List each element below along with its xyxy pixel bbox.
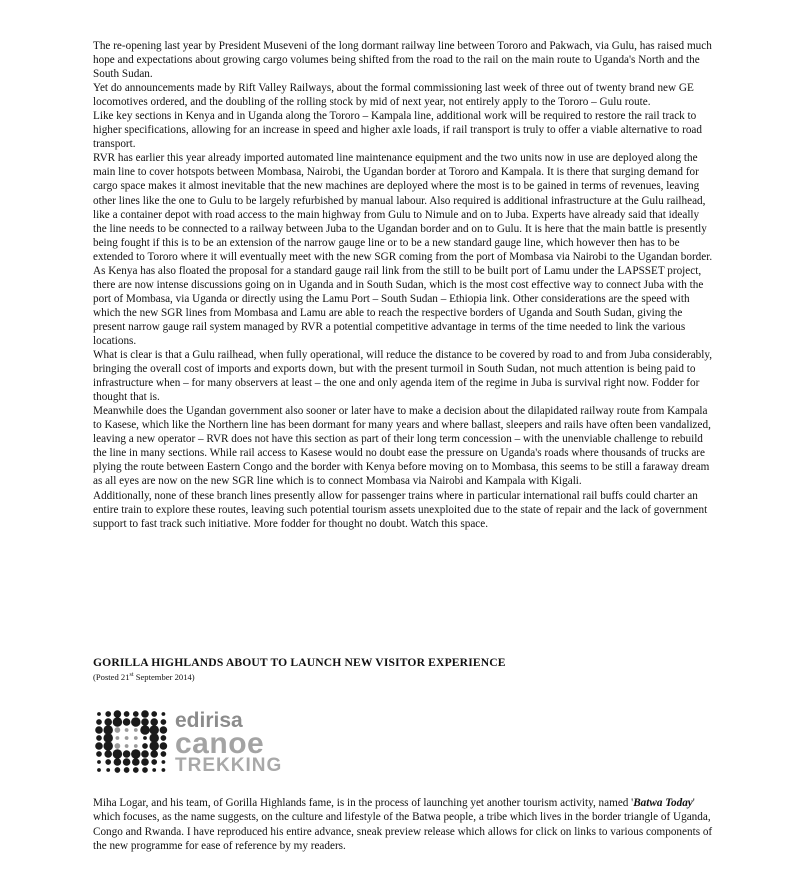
logo-dot — [114, 758, 122, 766]
logo-dot — [141, 750, 149, 758]
article-paragraph: Like key sections in Kenya and in Uganda along the Tororo – Kampala line, additional work will be required to restore the rail track to higher specifications, allowing for an increase in speed and higher axle loads, if rail transport is truly to offer a viable alternative to road transport. — [93, 110, 702, 151]
logo-dot — [150, 750, 158, 758]
logo-dot — [95, 742, 103, 750]
logo-dot — [125, 728, 129, 732]
logo-dot — [141, 718, 149, 726]
edirisa-canoe-trekking-logo — [93, 707, 293, 777]
logo-dot — [134, 728, 138, 732]
logo-dot — [161, 719, 167, 725]
logo-dot — [124, 767, 130, 773]
logo-dot — [149, 741, 159, 751]
logo-dot — [104, 718, 112, 726]
logo-dot — [162, 768, 166, 772]
logo-dot — [105, 711, 111, 717]
article-paragraph: As Kenya has also floated the proposal for a standard gauge rail link from the still to be built port of Lamu under the LAPSSET project, there are now intense discussions going on in Uganda and in South Sudan, which is the most cost effective way to connect Juba with the port of Mombasa, via Uganda or directly using the Lamu Port – South Sudan – Ethiopia link. Other considerations are the speed with which the new SGR lines from Mombasa and Lamu are able to reach the respective borders of Uganda and South Sudan, giving the present narrow gauge rail system managed by RVR a potential competitive advantage in terms of the time needed to link the various locations. — [93, 264, 704, 347]
logo-dot — [160, 726, 168, 734]
logo-dot — [123, 758, 131, 766]
logo-dot — [151, 759, 157, 765]
logo-dot — [115, 727, 121, 733]
article-paragraph: Meanwhile does the Ugandan government also sooner or later have to make a decision about the dilapidated railway route from Kampala to Kasese, which like the Northern line has been dormant for many years and where ballast, sleepers and rails have often been vandalized, leaving a new operator – RVR does not have this section as part of their long term concession – with the unenviable challenge to rebuild the line in many sections. While rail access to Kasese would no doubt ease the pressure on Uganda's roads where thousands of trucks are plying the route between Eastern Congo and the border with Kenya before moving on to Mombasa, this seems to be still a faraway dream as all eyes are now on the new SGR line which is to connect Mombasa via Nairobi and Kampala with Kigali. — [93, 405, 711, 488]
logo-dot — [115, 767, 121, 773]
logo-dot — [106, 768, 110, 772]
logo-dot — [162, 760, 166, 764]
posted-date-suffix-sup: st — [129, 672, 134, 678]
logo-dot — [132, 758, 140, 766]
article-body — [93, 39, 713, 531]
logo-dot — [104, 750, 112, 758]
closing-paragraph — [93, 796, 723, 853]
logo-dot — [162, 712, 166, 716]
logo-dot — [125, 736, 129, 740]
logo-dot — [113, 749, 123, 759]
closing-text-after: ' which focuses, as the name suggests, on the culture and lifestyle of the Batwa people, a tribe which lives in the border triangle of Uganda, Congo and Rwanda. I have reproduced his entire advance, sneak preview release which allows for click on links to various components of the new programme for ease of reference by my readers. — [93, 797, 713, 852]
closing-text-before: Miha Logar, and his team, of Gorilla Highlands fame, is in the process of launching yet another tourism activity, named ' — [93, 797, 634, 809]
article-paragraph: Yet do announcements made by Rift Valley Railways, about the formal commissioning last week of three out of twenty brand new GE locomotives ordered, and the doubling of the rolling stock by mid of next year, not entirely apply to the Tororo – Gulu route. — [93, 82, 694, 109]
logo-dot — [161, 751, 167, 757]
article-paragraph: Additionally, none of these branch lines presently allow for passenger trains where in particular international rail buffs could charter an entire train to explore these routes, leaving such potential tourism assets unexploited due to the state of repair and the lack of government support to fast track such initiative. More fodder for thought no doubt. Watch this space. — [93, 489, 708, 530]
logo-dot — [113, 717, 123, 727]
closing-emphasis: Batwa Today — [633, 797, 693, 809]
article-paragraph: RVR has earlier this year already imported automated line maintenance equipment and the two units now in use are deployed along the main line to cover hotspots between Mombasa, Nairobi, the Ugandan border at Tororo and Kampala. It is there that surging demand for cargo space makes it almost inevitable that the new machines are deployed where the most is to be gained in terms of revenues, leaving other lines like the one to Gulu to be largely refurbished by manual labour. Also required is additional infrastructure at the Gulu railhead, like a container depot with road access to the main highway from Gulu to Nimule and on to Juba. Experts have already said that ideally the line needs to be connected to a railway between Juba to the Ugandan border and on to Gulu. It is here that the main battle is presently being fought if this is to be an extension of the narrow gauge line or to be a new standard gauge line, which however then has to be extended to Tororo where it will eventually meet with the new SGR coming from the port of Mombasa via Nairobi to the Ugandan border. — [93, 152, 713, 263]
logo-dot — [123, 718, 131, 726]
article-paragraph: The re-opening last year by President Museveni of the long dormant railway line between Tororo and Pakwach, via Gulu, has raised much hope and expectations about growing cargo volumes being shifted from the road to the rail on the main route to Uganda's North and the South Sudan. — [93, 40, 712, 81]
logo-dot — [97, 768, 101, 772]
logo-dot — [103, 741, 113, 751]
logo-word-edirisa: edirisa — [175, 709, 243, 732]
logo-dot — [140, 725, 150, 735]
logo-dot — [142, 767, 148, 773]
logo-dot — [151, 711, 157, 717]
logo-dot — [141, 710, 149, 718]
logo-dot — [133, 767, 139, 773]
logo-dot — [105, 759, 111, 765]
logo-dot — [114, 710, 122, 718]
logo-word-canoe: canoe — [175, 727, 265, 760]
logo-dot — [134, 736, 138, 740]
logo-dot — [141, 758, 149, 766]
logo-dot — [124, 711, 130, 717]
logo-dot — [131, 717, 141, 727]
logo-dot — [150, 718, 158, 726]
logo-dot — [134, 744, 138, 748]
logo-dot — [115, 743, 121, 749]
logo-dot — [131, 749, 141, 759]
logo-dot — [123, 750, 131, 758]
article-paragraph: What is clear is that a Gulu railhead, when fully operational, will reduce the distance to be covered by road to and from Juba considerably, bringing the overall cost of imports and exports down, but with the present turmoil in South Sudan, not much attention is being paid to infrastructure when – for many observers at least – the one and only agenda item of the regime in Juba is survival right now. Fodder for thought that is. — [93, 349, 713, 404]
logo-dot — [116, 736, 120, 740]
posted-date-rest: September 2014) — [133, 671, 195, 682]
posted-date-prefix: (Posted 21 — [93, 671, 130, 682]
logo-dot — [133, 711, 139, 717]
posted-date — [93, 670, 195, 683]
logo-dot — [152, 768, 156, 772]
dot-pattern-logo-icon — [93, 709, 169, 775]
logo-dot — [96, 719, 102, 725]
logo-dot — [95, 726, 103, 734]
logo-dot — [160, 742, 168, 750]
logo-dot — [161, 735, 167, 741]
logo-dot — [97, 712, 101, 716]
logo-word-trekking: TREKKING — [175, 755, 283, 776]
section-heading: GORILLA HIGHLANDS ABOUT TO LAUNCH NEW VISITOR EXPERIENCE — [93, 656, 506, 669]
logo-dot — [143, 736, 147, 740]
logo-dot — [96, 735, 102, 741]
logo-dot — [96, 751, 102, 757]
logo-dot — [97, 760, 101, 764]
logo-dot — [142, 743, 148, 749]
logo-dot — [125, 744, 129, 748]
